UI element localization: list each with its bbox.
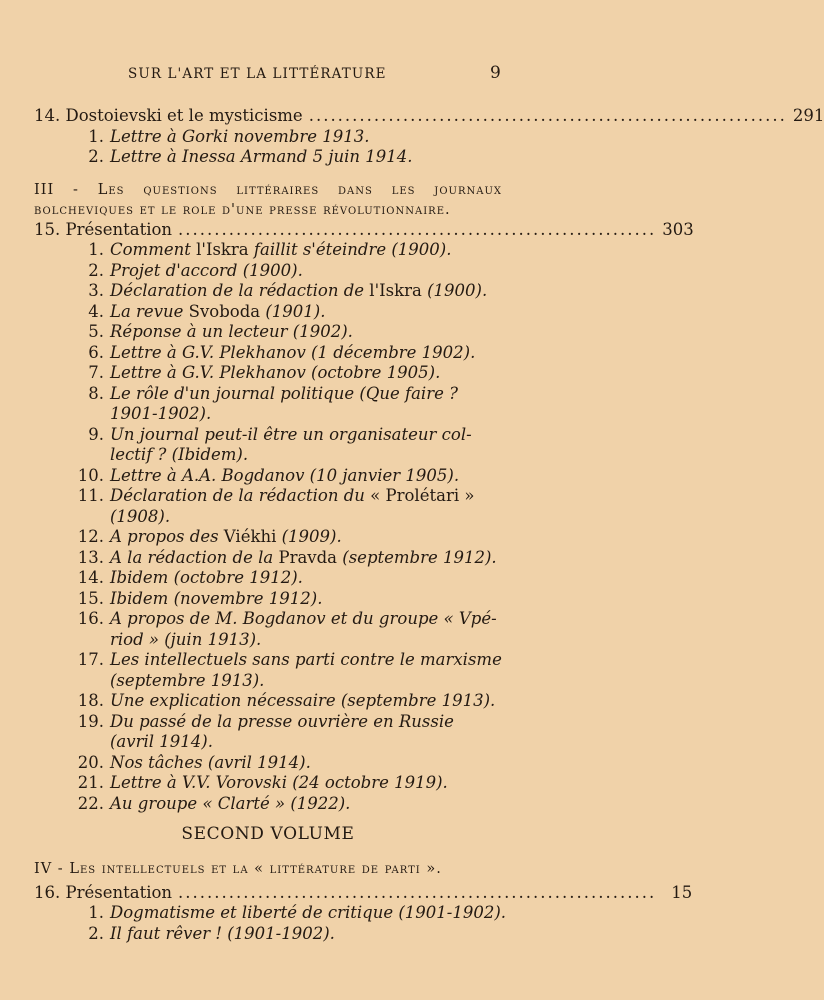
entry-label: 16. Présentation: [34, 882, 173, 902]
toc-item: 21. Lettre à V.V. Vorovski (24 octobre 1919).: [77, 773, 448, 792]
page-header: [0, 63, 567, 84]
toc-item: 2. Il faut rêver ! (1901-1902).: [88, 923, 335, 943]
dot-leader: ..................................................................: [178, 219, 657, 239]
toc-item-continuation: (avril 1914).: [110, 732, 213, 751]
table-of-contents: [34, 106, 824, 944]
section-heading-iii: III - Les questions littéraires dans les journaux bolcheviques et le role d'une presse révolutionnaire.: [34, 181, 502, 218]
toc-item-continuation: (septembre 1913).: [110, 670, 265, 690]
volume-heading: SECOND VOLUME: [181, 824, 355, 844]
entry-label: 15. Présentation: [34, 219, 173, 239]
toc-item: 17. Les intellectuels sans parti contre le marxisme: [77, 650, 502, 669]
section-heading-iv: IV - Les intellectuels et la « littérature de parti ».: [34, 860, 442, 877]
toc-item: 2. Projet d'accord (1900).: [88, 260, 303, 280]
toc-item: 8. Le rôle d'un journal politique (Que faire ?: [88, 383, 458, 403]
toc-item: 22. Au groupe « Clarté » (1922).: [77, 793, 351, 813]
toc-item: 3. Déclaration de la rédaction de l'Iskra (1900).: [88, 281, 488, 300]
entry-label: 14. Dostoievski et le mysticisme: [34, 106, 303, 125]
toc-item: 4. La revue Svoboda (1901).: [88, 301, 326, 321]
toc-item: 16. A propos de M. Bogdanov et du groupe « Vpé-: [77, 609, 497, 628]
toc-item: 20. Nos tâches (avril 1914).: [77, 752, 311, 772]
toc-item: 15. Ibidem (novembre 1912).: [77, 588, 323, 608]
toc-item: 6. Lettre à G.V. Plekhanov (1 décembre 1902).: [88, 342, 476, 362]
toc-entry-15: [34, 219, 694, 241]
toc-entry-14: [34, 106, 824, 127]
toc-item: 1. Comment l'Iskra faillit s'éteindre (1900).: [88, 240, 452, 259]
toc-item: 18. Une explication nécessaire (septembre 1913).: [77, 691, 496, 710]
running-title: SUR L'ART ET LA LITTÉRATURE: [128, 66, 387, 82]
toc-item: 2. Lettre à Inessa Armand 5 juin 1914.: [88, 147, 413, 166]
toc-item: 1. Lettre à Gorki novembre 1913.: [88, 126, 370, 146]
dot-leader: ..................................................................: [178, 882, 657, 902]
page-number: 9: [490, 63, 501, 83]
toc-item: 5. Réponse à un lecteur (1902).: [88, 322, 353, 341]
toc-item: 13. A la rédaction de la Pravda (septembre 1912).: [77, 547, 497, 567]
toc-item-continuation: 1901-1902).: [110, 404, 212, 423]
toc-item: 7. Lettre à G.V. Plekhanov (octobre 1905).: [88, 363, 441, 382]
toc-item: 19. Du passé de la presse ouvrière en Russie: [77, 711, 454, 731]
entry-page: 291: [792, 106, 824, 125]
entry-page: 303: [662, 219, 694, 239]
toc-item-continuation: riod » (juin 1913).: [110, 629, 262, 649]
entry-page: 15: [671, 882, 693, 902]
toc-item-continuation: lectif ? (Ibidem).: [110, 445, 249, 464]
toc-item: 10. Lettre à A.A. Bogdanov (10 janvier 1905).: [77, 465, 460, 485]
dot-leader: ..................................................................: [308, 106, 787, 125]
toc-item: 14. Ibidem (octobre 1912).: [77, 568, 303, 587]
toc-item: 1. Dogmatisme et liberté de critique (1901-1902).: [88, 903, 507, 922]
toc-item: 12. A propos des Viékhi (1909).: [77, 527, 342, 546]
toc-item: 9. Un journal peut-il être un organisateur col-: [88, 424, 472, 444]
toc-item-continuation: (1908).: [110, 506, 171, 526]
toc-item: 11. Déclaration de la rédaction du « Prolétari »: [77, 486, 475, 505]
toc-entry-16: [34, 882, 693, 904]
